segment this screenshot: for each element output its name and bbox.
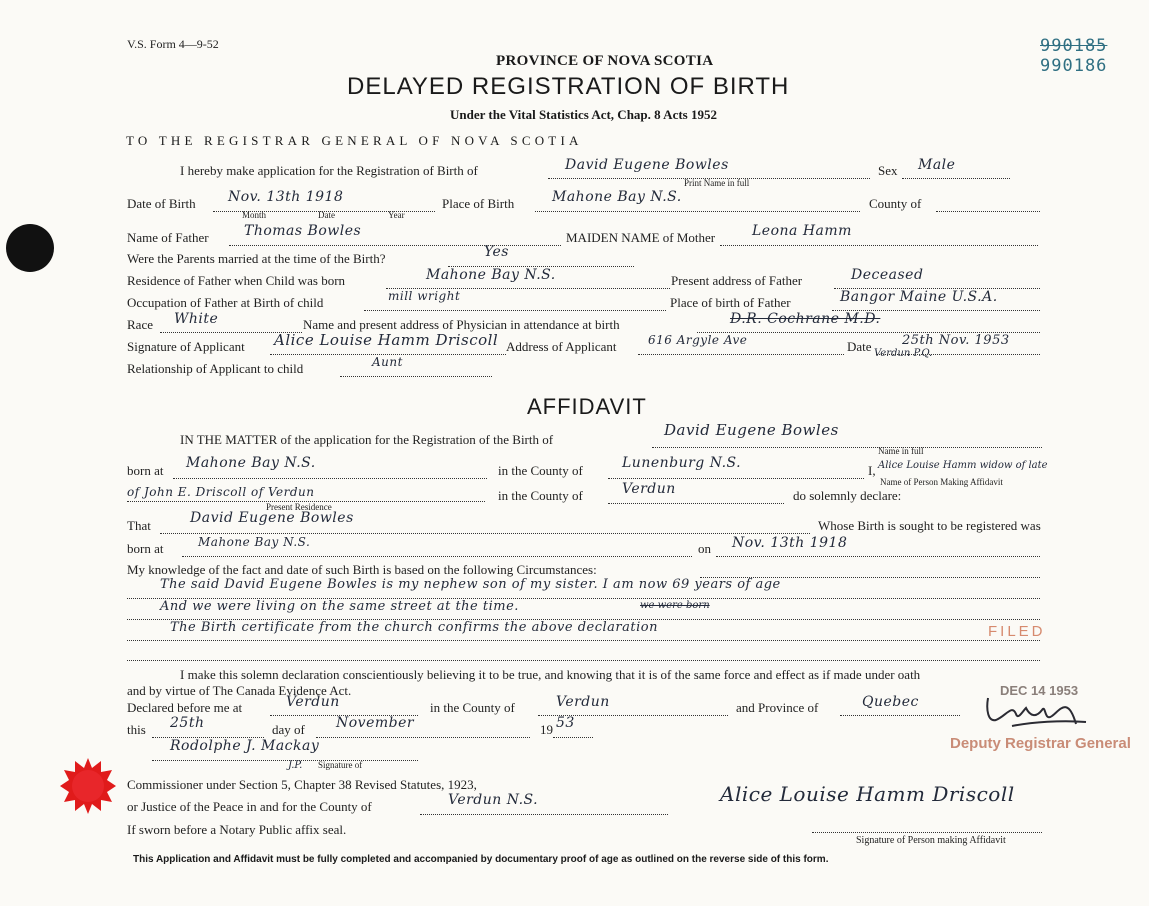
- county-label-3: in the County of: [430, 700, 515, 715]
- day-value: 25th: [170, 715, 205, 731]
- solemn-declaration-2: and by virtue of The Canada Evidence Act.: [127, 683, 352, 698]
- affiant-name-caption: Name of Person Making Affidavit: [880, 477, 1003, 487]
- applicant-address-city: Verdun P.Q.: [874, 348, 933, 359]
- dob-label: Date of Birth: [127, 196, 196, 211]
- registration-number: 990186: [1040, 56, 1108, 76]
- physician-label: Name and present address of Physician in attendance at birth: [303, 317, 620, 332]
- this-label: this: [127, 722, 146, 737]
- circumstance-struck: we were born: [640, 600, 710, 611]
- notary-text: If sworn before a Notary Public affix seal.: [127, 822, 347, 837]
- deputy-registrar-stamp: Deputy Registrar General: [950, 735, 1131, 752]
- commissioner-signature: Rodolphe J. Mackay: [170, 738, 320, 754]
- relationship-label: Relationship of Applicant to child: [127, 361, 304, 376]
- father-pob-value: Bangor Maine U.S.A.: [840, 289, 998, 305]
- month-value: November: [336, 715, 415, 731]
- born-at-value-2: Mahone Bay N.S.: [198, 535, 311, 549]
- dob-value: Nov. 13th 1918: [228, 189, 344, 205]
- residence-father-label: Residence of Father when Child was born: [127, 273, 346, 288]
- circumstance-line-1: The said David Eugene Bowles is my nephew son of my sister. I am now 69 years of age: [160, 577, 781, 592]
- circumstance-line-2: And we were living on the same street at the time.: [160, 599, 519, 614]
- affiant-signature: Alice Louise Hamm Driscoll: [720, 782, 1015, 806]
- father-name: Thomas Bowles: [244, 223, 362, 239]
- applicant-signature-label: Signature of Applicant: [127, 339, 245, 354]
- province-label: and Province of: [736, 700, 819, 715]
- child-name: David Eugene Bowles: [565, 157, 729, 173]
- relationship-value: Aunt: [372, 355, 403, 369]
- affiant-residence: of John E. Driscoll of Verdun: [127, 485, 315, 499]
- month-caption: Month: [242, 210, 267, 220]
- punch-hole: [6, 224, 54, 272]
- sex-value: Male: [918, 157, 956, 173]
- occupation-value: mill wright: [388, 289, 461, 303]
- signature-of-caption: Signature of: [318, 760, 363, 770]
- mother-name: Leona Hamm: [752, 223, 852, 239]
- year-caption: Year: [388, 210, 405, 220]
- registration-number-old: 990185: [1040, 36, 1108, 56]
- applicant-address: 616 Argyle Ave: [648, 333, 748, 347]
- application-date: 25th Nov. 1953: [902, 333, 1010, 348]
- married-value: Yes: [484, 244, 509, 260]
- year-suffix: 53: [556, 715, 575, 731]
- that-label: That: [127, 518, 151, 533]
- father-label: Name of Father: [127, 230, 209, 245]
- red-seal-icon: [60, 758, 116, 814]
- present-address-value: Deceased: [851, 267, 924, 283]
- county-label: County of: [869, 196, 922, 211]
- filed-stamp: FILED: [988, 623, 1046, 640]
- sex-label: Sex: [878, 163, 898, 178]
- solemnly-declare: do solemnly declare:: [793, 488, 902, 503]
- on-value: Nov. 13th 1918: [732, 535, 848, 551]
- declared-before-label: Declared before me at: [127, 700, 243, 715]
- married-label: Were the Parents married at the time of the Birth?: [127, 251, 386, 266]
- circumstance-line-3: The Birth certificate from the church confirms the above declaration: [170, 620, 658, 635]
- applicant-address-label: Address of Applicant: [506, 339, 617, 354]
- justice-county: Verdun N.S.: [448, 792, 539, 808]
- commissioner-text: Commissioner under Section 5, Chapter 38 Revised Statutes, 1923,: [127, 777, 477, 792]
- i-label: I,: [868, 463, 876, 478]
- affiant-signature-caption: Signature of Person making Affidavit: [856, 835, 1006, 846]
- justice-text: or Justice of the Peace in and for the County of: [127, 799, 372, 814]
- solemn-declaration-1: I make this solemn declaration conscientiously believing it to be true, and knowing that it is of the same force and effect as if made under oath: [180, 667, 921, 682]
- declared-at-value: Verdun: [286, 694, 340, 710]
- mother-label: MAIDEN NAME of Mother: [566, 230, 716, 245]
- affidavit-child-name: David Eugene Bowles: [664, 421, 839, 439]
- county-label-1: in the County of: [498, 463, 583, 478]
- whose-birth-label: Whose Birth is sought to be registered was: [818, 518, 1041, 533]
- on-label: on: [698, 541, 711, 556]
- knowledge-label: My knowledge of the fact and date of such Birth is based on the following Circumstances:: [127, 562, 597, 577]
- form-number: V.S. Form 4—9-52: [127, 37, 219, 51]
- matter-label: IN THE MATTER of the application for the Registration of the Birth of: [180, 432, 554, 447]
- residence-father-value: Mahone Bay N.S.: [426, 267, 556, 283]
- form-title: DELAYED REGISTRATION OF BIRTH: [347, 73, 790, 100]
- pob-value: Mahone Bay N.S.: [552, 189, 682, 205]
- name-in-full-caption: Name in full: [878, 446, 924, 456]
- that-name: David Eugene Bowles: [190, 510, 354, 526]
- pob-label: Place of Birth: [442, 196, 515, 211]
- born-at-label-2: born at: [127, 541, 164, 556]
- footer-note: This Application and Affidavit must be fully completed and accompanied by documentary proof of age as outlined on the reverse side of this form.: [133, 854, 829, 865]
- race-value: White: [174, 311, 219, 327]
- year-prefix: 19: [540, 722, 553, 737]
- county-label-2: in the County of: [498, 488, 583, 503]
- affidavit-heading: AFFIDAVIT: [527, 394, 647, 419]
- county-value-1: Lunenburg N.S.: [622, 455, 742, 471]
- county-value-2: Verdun: [622, 481, 676, 497]
- date-caption: Date: [318, 210, 335, 220]
- province-heading: PROVINCE OF NOVA SCOTIA: [496, 53, 714, 69]
- race-label: Race: [127, 317, 153, 332]
- present-residence-caption: Present Residence: [266, 502, 332, 512]
- affiant-name: Alice Louise Hamm widow of late: [878, 460, 1048, 471]
- born-at-value: Mahone Bay N.S.: [186, 455, 316, 471]
- applicant-signature: Alice Louise Hamm Driscoll: [274, 331, 499, 349]
- present-address-label: Present address of Father: [671, 273, 803, 288]
- registrar-signature: [982, 690, 1092, 730]
- received-date-stamp: DEC 14 1953: [1000, 683, 1079, 698]
- day-of-label: day of: [272, 722, 305, 737]
- province-value: Quebec: [862, 694, 919, 710]
- father-pob-label: Place of birth of Father: [670, 295, 791, 310]
- jp-mark: J.P.: [288, 760, 303, 771]
- intro-label: I hereby make application for the Registration of Birth of: [180, 163, 478, 178]
- print-name-caption: Print Name in full: [684, 178, 750, 188]
- addressee-line: TO THE REGISTRAR GENERAL OF NOVA SCOTIA: [126, 133, 583, 148]
- occupation-label: Occupation of Father at Birth of child: [127, 295, 324, 310]
- application-date-label: Date: [847, 339, 872, 354]
- physician-value: D.R. Cochrane M.D.: [730, 311, 881, 327]
- form-subtitle: Under the Vital Statistics Act, Chap. 8 Acts 1952: [450, 107, 717, 122]
- born-at-label: born at: [127, 463, 164, 478]
- county-value-3: Verdun: [556, 694, 610, 710]
